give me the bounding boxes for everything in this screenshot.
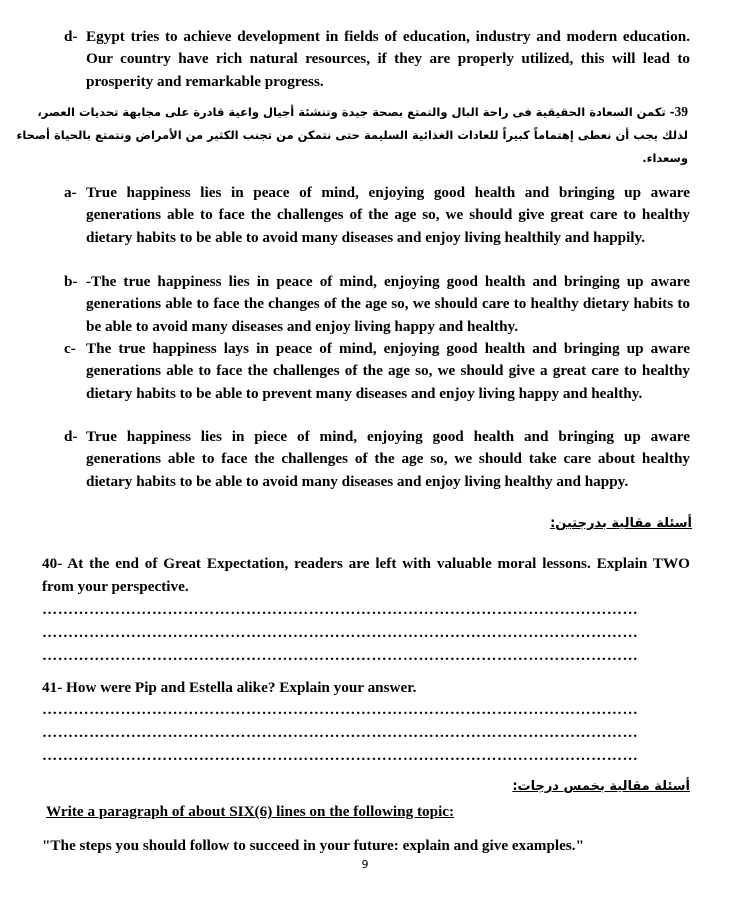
q39-arabic-line-3: وسعداء.	[642, 151, 688, 165]
q39-option-d	[64, 426, 690, 493]
q40-prompt: 40- At the end of Great Expectation, readers are left with valuable moral lessons. Explain TWO from your perspective.	[42, 555, 690, 595]
q41-answer-line-3[interactable]: ……………………………………………………………………………………………………	[42, 747, 639, 764]
option-letter: b-	[64, 273, 78, 290]
q38-option-d	[64, 26, 690, 93]
q40-answer-line-3[interactable]: ……………………………………………………………………………………………………	[42, 647, 639, 664]
option-text: True happiness lies in piece of mind, enjoying good health and bringing up aware generations able to face the challenges of the age so, we should take care about healthy dietary habits to be able to avoid many diseases and enjoy living healthy and happy.	[86, 428, 690, 490]
option-text: The true happiness lays in peace of mind, enjoying good health and bringing up aware generations able to face the challenges of the age so, we should give a great care to healthy dietary habits to be able to prevent many diseases and enjoy living happy and healthy.	[86, 340, 690, 402]
option-letter: c-	[64, 340, 76, 357]
q41-answer-line-1[interactable]: ……………………………………………………………………………………………………	[42, 701, 639, 718]
option-letter: d-	[64, 28, 78, 45]
q39-arabic-text-1: - تكمن السعادة الحقيقية فى راحة البال والتمتع بصحة جيدة وتنشئة أجيال واعية قادرة على مجابهة تحديات العصر،	[37, 105, 675, 119]
q41-prompt: 41- How were Pip and Estella alike? Explain your answer.	[42, 679, 417, 696]
q39-option-c	[64, 338, 690, 405]
q40-answer-line-2[interactable]: ……………………………………………………………………………………………………	[42, 624, 639, 641]
q39-arabic-line-1	[28, 101, 688, 123]
essay-five-marks-heading: أسئلة مقالية بخمس درجات:	[512, 779, 690, 794]
page-number: 9	[361, 858, 369, 871]
paragraph-task: Write a paragraph of about SIX(6) lines on the following topic:	[46, 803, 455, 820]
q39-option-a	[64, 182, 690, 249]
option-letter: a-	[64, 184, 77, 201]
q39-option-b	[64, 271, 690, 338]
q41-answer-line-2[interactable]: ……………………………………………………………………………………………………	[42, 724, 639, 741]
q39-number: 39	[674, 104, 688, 119]
paragraph-topic: "The steps you should follow to succeed in your future: explain and give examples."	[42, 837, 585, 854]
option-text: True happiness lies in peace of mind, enjoying good health and bringing up aware generations able to face the challenges of the age so, we should give great care to healthy dietary habits to be able to avoid many diseases and enjoy living healthily and happily.	[86, 184, 690, 246]
q39-arabic-line-2: لذلك يجب أن نعطى إهتماماً كبيراً للعادات الغذائية السليمة حتى نتمكن من تجنب الكثير من الأمراض ونتمتع بالحياة أصحاء	[16, 128, 688, 142]
essay-two-marks-heading: أسئلة مقالية بدرجتين:	[550, 516, 692, 531]
option-letter: d-	[64, 428, 78, 445]
option-text: Egypt tries to achieve development in fields of education, industry and modern education. Our country have rich natural resources, if they are properly utilized, this will lead to prosperity and remarkable progress.	[86, 28, 690, 90]
q40-answer-line-1[interactable]: ……………………………………………………………………………………………………	[42, 601, 639, 618]
option-text: -The true happiness lies in peace of mind, enjoying good health and bringing up aware generations able to face the changes of the age so, we should care to healthy dietary habits to be able to avoid many diseases and enjoy living happy and healthy.	[86, 273, 690, 335]
